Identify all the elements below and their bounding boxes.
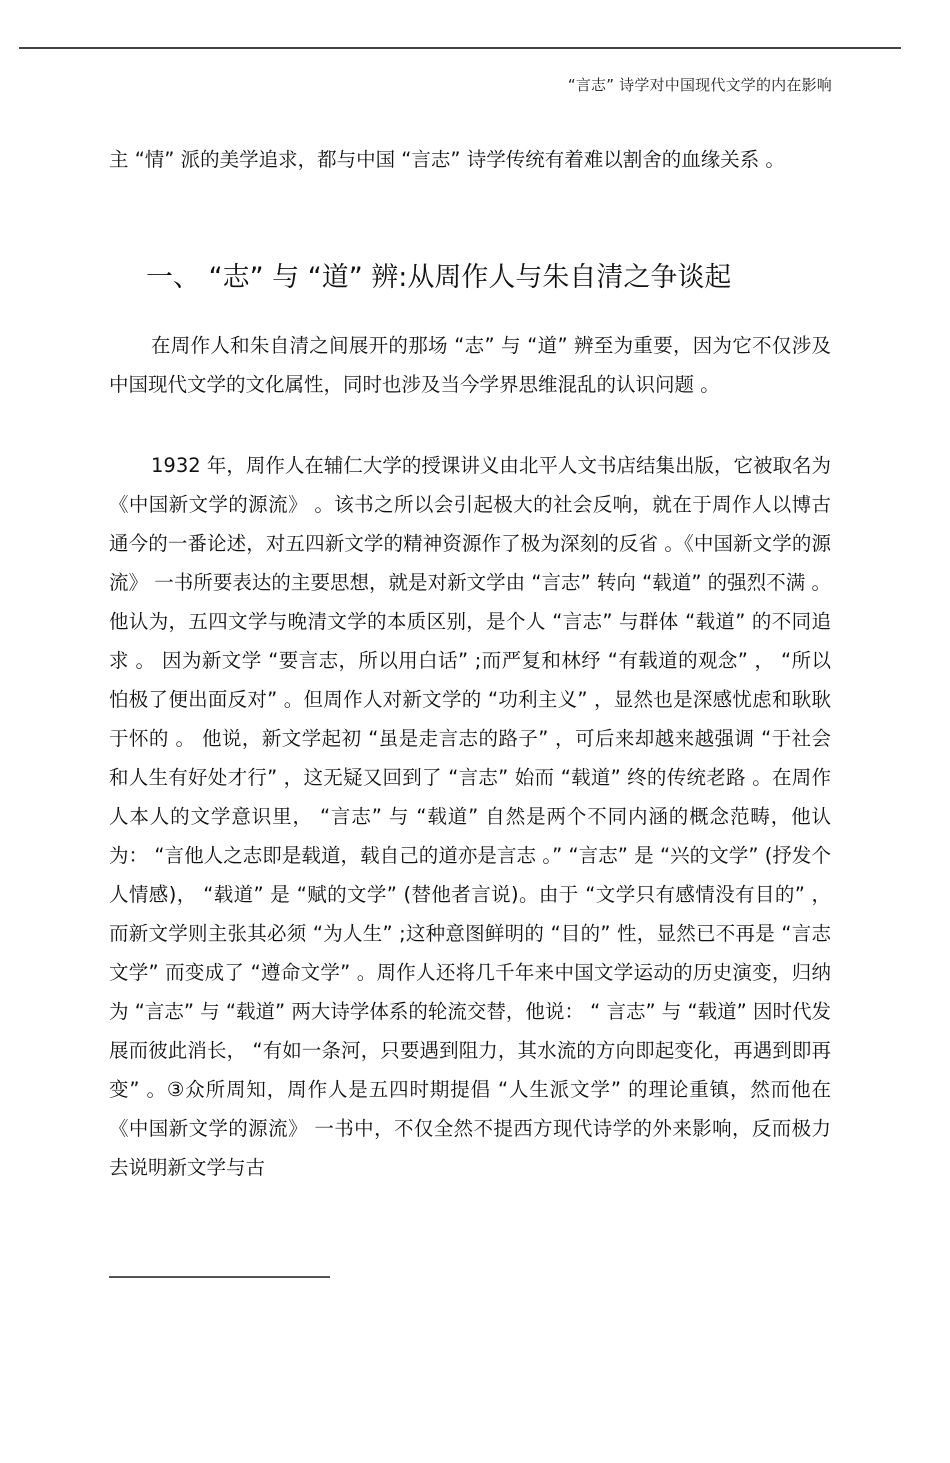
paragraph-text: 在周作人和朱自清之间展开的那场 “志” 与 “道” 辨至为重要，因为它不仅涉及中国现代文学的文化属性，同时也涉及当今学界思维混乱的认识问题 。 <box>109 334 831 396</box>
body-paragraph-2 <box>109 446 831 1187</box>
section-heading: 一、 “志” 与 “道” 辨:从周作人与朱自清之争谈起 <box>146 262 732 293</box>
running-header-title: “言志” 诗学对中国现代文学的内在影响 <box>567 76 832 94</box>
paragraph-text: 主 “情” 派的美学追求，都与中国 “言志” 诗学传统有着难以割舍的血缘关系 。 <box>109 148 785 171</box>
body-paragraph-1 <box>109 326 831 404</box>
intro-paragraph-continuation <box>109 140 831 179</box>
footnote-separator <box>109 1276 330 1278</box>
paragraph-text: 1932 年，周作人在辅仁大学的授课讲义由北平人文书店结集出版，它被取名为 《中国新文学的源流》 。该书之所以会引起极大的社会反响，就在于周作人以博古通今的一番论述，对五四新文学的精神资源作了极为深刻的反省 。《中国新文学的源流》 一书所要表达的主要思想，就是对新文学由 “言志” 转向 “载道” 的强烈不满 。他认为，五四文学与晚清文学的本质区别，是个人 “言志” 与群体 “载道” 的不同追求 。 因为新文学 “要言志，所以用白话” ;而严复和林纾 “有载道的观念” ， “所以怕极了便出面反对” 。但周作人对新文学的 “功利主义” ，显然也是深感忧虑和耿耿于怀的 。 他说，新文学起初 “虽是走言志的路子” ，可后来却越来越强调 “于社会和人生有好处才行” ，这无疑又回到了 “言志” 始而 “载道” 终的传统老路 。在周作人本人的文学意识里， “言志” 与 “载道” 自然是两个不同内涵的概念范畴，他认为： “言他人之志即是载道，载自己的道亦是言志 。” “言志” 是 “兴的文学” (抒发个人情感)， “载道” 是 “赋的文学” (替他者言说)。由于 “文学只有感情没有目的” ，而新文学则主张其必须 “为人生” ;这种意图鲜明的 “目的” 性，显然已不再是 “言志文学” 而变成了 “遵命文学” 。周作人还将几千年来中国文学运动的历史演变，归纳为 “言志” 与 “载道” 两大诗学体系的轮流交替，他说： “ 言志” 与 “载道” 因时代发展而彼此消长， “有如一条河，只要遇到阻力，其水流的方向即起变化，再遇到即再变” 。③众所周知，周作人是五四时期提倡 “人生派文学” 的理论重镇，然而他在 《中国新文学的源流》 一书中，不仅全然不提西方现代诗学的外来影响，反而极力去说明新文学与古 <box>109 454 831 1179</box>
header-rule <box>19 47 901 49</box>
